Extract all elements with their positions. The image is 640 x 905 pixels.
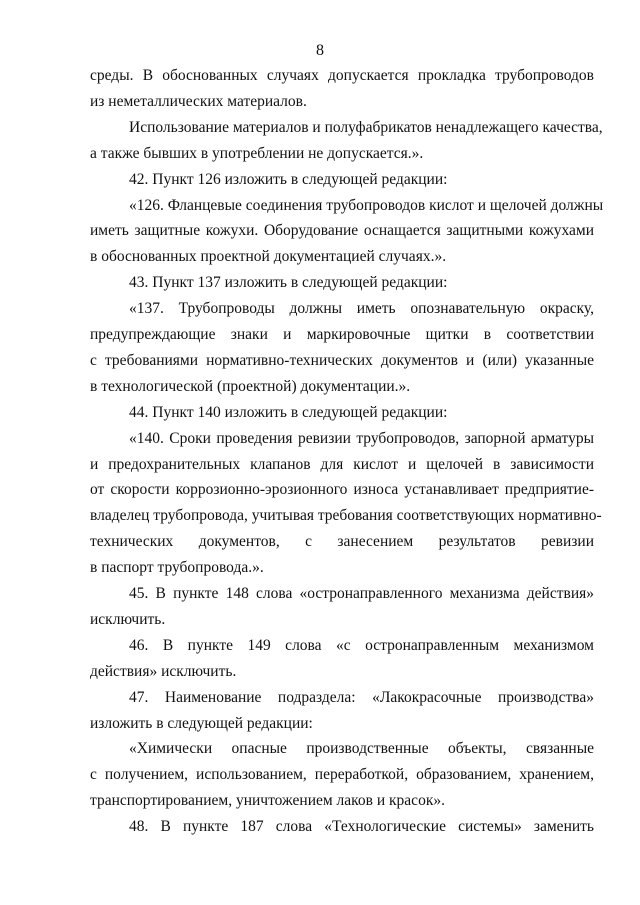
text-line: иметь защитные кожухи. Оборудование оснащается защитными кожухами — [90, 222, 594, 240]
page-number: 8 — [316, 42, 324, 59]
text-line: 46. В пункте 149 слова «с остронаправленным механизмом — [129, 636, 594, 654]
text-line: от скорости коррозионно-эрозионного износа устанавливает предприятие- — [90, 481, 594, 499]
text-line: 43. Пункт 137 изложить в следующей редакции: — [129, 274, 448, 292]
text-line: транспортированием, уничтожением лаков и красок». — [90, 792, 445, 810]
text-line: изложить в следующей редакции: — [90, 714, 313, 732]
text-line: 45. В пункте 148 слова «остронаправленного механизма действия» — [129, 585, 594, 602]
text-line: предупреждающие знаки и маркировочные щитки в соответствии — [90, 326, 594, 343]
text-line: «137. Трубопроводы должны иметь опознавательную окраску, — [129, 300, 594, 318]
text-line: с получением, использованием, переработкой, образованием, хранением, — [90, 766, 594, 784]
text-line: из неметаллических материалов. — [90, 92, 307, 110]
text-line: «Химически опасные производственные объекты, связанные — [129, 740, 594, 758]
text-line: 44. Пункт 140 изложить в следующей редакции: — [129, 403, 448, 421]
text-line: действия» исключить. — [90, 662, 237, 680]
text-line: в обоснованных проектной документацией случаях.». — [90, 248, 447, 266]
text-line: 48. В пункте 187 слова «Технологические системы» заменить — [129, 818, 594, 836]
text-line: 42. Пункт 126 изложить в следующей редакции: — [129, 170, 448, 188]
text-line: в паспорт трубопровода.». — [90, 559, 264, 577]
text-line: «126. Фланцевые соединения трубопроводов кислот и щелочей должны — [129, 196, 604, 214]
text-line: исключить. — [90, 610, 166, 628]
text-line: «140. Сроки проведения ревизии трубопроводов, запорной арматуры — [129, 429, 594, 447]
text-line: с требованиями нормативно-технических документов и (или) указанные — [90, 351, 594, 369]
text-line: среды. В обоснованных случаях допускается прокладка трубопроводов — [90, 67, 594, 84]
text-line: 47. Наименование подраздела: «Лакокрасочные производства» — [129, 688, 594, 706]
text-line: а также бывших в употреблении не допускается.». — [90, 144, 424, 162]
text-line: Использование материалов и полуфабрикатов ненадлежащего качества, — [129, 118, 603, 136]
text-line: владелец трубопровода, учитывая требования соответствующих нормативно- — [90, 507, 602, 525]
text-line: в технологической (проектной) документации.». — [90, 377, 411, 395]
text-line: и предохранительных клапанов для кислот и щелочей в зависимости — [90, 455, 594, 473]
text-line: технических документов, с занесением результатов ревизии — [90, 533, 594, 551]
